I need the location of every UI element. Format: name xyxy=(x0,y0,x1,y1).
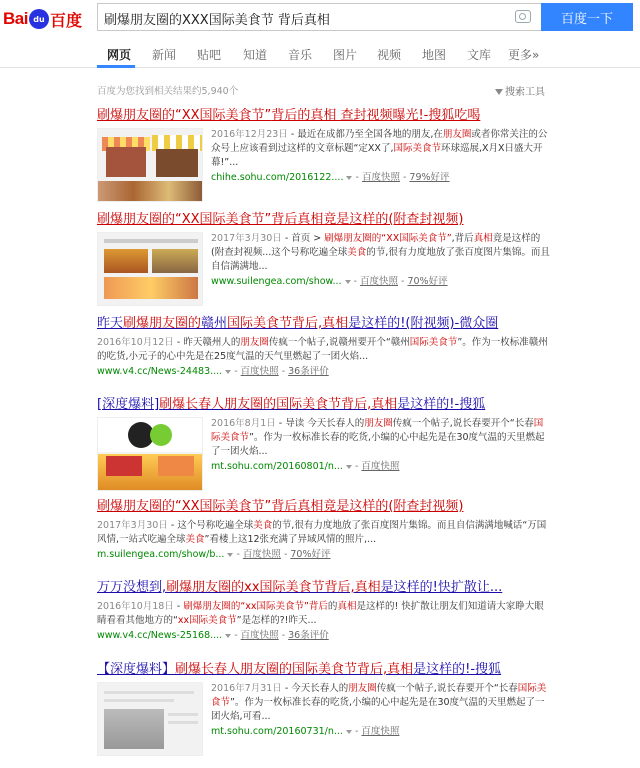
baidu-logo[interactable] xyxy=(3,6,82,32)
result-abstract: 2016年12月23日 - 最近在成都乃至全国各地的朋友,在朋友圈或者你常关注的公众号上应该看到过这样的文章标题“定XX了,国际美食节环球巡展,X月X日盛大开幕!”... xyxy=(211,129,548,168)
result-url[interactable]: chihe.sohu.com/2016122.... xyxy=(211,172,344,183)
tab-tieba[interactable]: 贴吧 xyxy=(197,48,222,62)
snapshot-link[interactable]: 百度快照 xyxy=(359,276,398,287)
search-result xyxy=(97,662,552,739)
snapshot-link[interactable]: 百度快照 xyxy=(361,461,400,472)
result-abstract: 2016年7月31日 - 今天长春人的朋友圈传疯一个帖子,说长春要开个“长春国际美食节”。作为一枚标准长春的吃货,小编的心中起先是在30度气温的天里燃起了一团火焰,可看... xyxy=(211,683,547,722)
search-result xyxy=(97,212,552,289)
search-tools[interactable] xyxy=(495,83,545,98)
result-thumbnail[interactable] xyxy=(97,232,203,306)
result-count: 百度为您找到相关结果约5,940个 xyxy=(97,86,239,97)
snapshot-link[interactable]: 百度快照 xyxy=(242,549,281,560)
logo-text-baidu: 百度 xyxy=(49,10,82,30)
result-abstract: 2016年8月1日 - 导读 今天长春人的朋友圈传疯一个帖子,说长春要开个“长春国际美食节”。作为一枚标准长春的吃货,小编的心中起先是在30度气温的天里燃起了一团火焰... xyxy=(211,418,545,457)
result-url[interactable]: m.suilengea.com/show/b... xyxy=(97,549,225,560)
snapshot-link[interactable]: 百度快照 xyxy=(361,172,400,183)
tab-news[interactable]: 新闻 xyxy=(152,48,177,62)
result-title[interactable]: [深度爆料]刷爆长春人朋友圈的国际美食节背后,真相是这样的!-搜狐 xyxy=(97,397,486,412)
result-url[interactable]: mt.sohu.com/20160731/n... xyxy=(211,726,343,737)
result-url[interactable]: mt.sohu.com/20160801/n... xyxy=(211,461,343,472)
search-result xyxy=(97,580,552,643)
rating-link[interactable]: 70%好评 xyxy=(407,276,448,287)
tab-map[interactable]: 地图 xyxy=(422,48,447,62)
filter-icon xyxy=(495,89,503,95)
result-abstract: 2016年10月18日 - 刷爆朋友圈的“xx国际美食节”背后的真相是这样的! 快扩散让朋友们知道请大家睁大眼睛看看其他地方的“xx国际美食节”是怎样的?!昨天... xyxy=(97,601,544,626)
active-tab-indicator xyxy=(97,65,135,68)
result-url-line: mt.sohu.com/20160801/n... - 百度快照 xyxy=(211,461,400,472)
result-title[interactable]: 刷爆朋友圈的“XX国际美食节”背后真相竟是这样的(附查封视频) xyxy=(97,212,464,227)
caret-down-icon[interactable] xyxy=(346,465,352,469)
result-abstract: 2017年3月30日 - 这个号称吃遍全球美食的节,很有力度地放了张百度图片集锦。而且自信满满地喊话“万国风情,一站式吃遍全球美食”看楼上这12张充满了异域风情的照片,... xyxy=(97,520,547,545)
snapshot-link[interactable]: 百度快照 xyxy=(240,366,279,377)
result-url-line: www.suilengea.com/show... - 百度快照 - 70%好评 xyxy=(211,276,448,287)
result-abstract: 2017年3月30日 - 首页 > 刷爆朋友圈的“XX国际美食节”,背后真相竟是这样的(附查封视频...这个号称吃遍全球美食的节,很有力度地放了张百度图片集锦。而且自信满满地... xyxy=(211,233,550,272)
result-title[interactable]: 昨天刷爆朋友圈的赣州国际美食节背后,真相是这样的!(附视频)-微众圈 xyxy=(97,316,499,331)
result-title[interactable]: 【深度爆料】刷爆长春人朋友圈的国际美食节背后,真相是这样的!-搜狐 xyxy=(97,662,502,677)
tab-zhidao[interactable]: 知道 xyxy=(243,48,268,62)
result-url-line: www.v4.cc/News-24483.... - 百度快照 - 36条评价 xyxy=(97,366,329,377)
search-result xyxy=(97,397,552,474)
header xyxy=(0,0,640,38)
result-url[interactable]: www.v4.cc/News-25168.... xyxy=(97,630,223,641)
result-thumbnail[interactable] xyxy=(97,682,203,756)
result-url-line: chihe.sohu.com/2016122.... - 百度快照 - 79%好评 xyxy=(211,172,450,183)
result-url[interactable]: www.suilengea.com/show... xyxy=(211,276,342,287)
result-title[interactable]: 刷爆朋友圈的“XX国际美食节”背后的真相 查封视频曝光!-搜狐吃喝 xyxy=(97,108,481,123)
result-thumbnail[interactable] xyxy=(97,417,203,491)
search-query[interactable]: 刷爆朋友圈的XXX国际美食节 背后真相 xyxy=(104,13,330,28)
rating-link[interactable]: 79%好评 xyxy=(409,172,450,183)
search-button[interactable]: 百度一下 xyxy=(541,3,633,31)
caret-down-icon[interactable] xyxy=(225,370,231,374)
tab-web[interactable]: 网页 xyxy=(107,48,132,62)
paw-icon: du xyxy=(29,9,49,29)
tab-wenku[interactable]: 文库 xyxy=(467,48,492,62)
rating-link[interactable]: 70%好评 xyxy=(290,549,331,560)
search-tabs xyxy=(0,38,640,68)
caret-down-icon[interactable] xyxy=(345,280,351,284)
snapshot-link[interactable]: 百度快照 xyxy=(361,726,400,737)
rating-link[interactable]: 36条评价 xyxy=(288,630,329,641)
caret-down-icon[interactable] xyxy=(227,553,233,557)
search-input[interactable] xyxy=(97,3,541,31)
result-url[interactable]: www.v4.cc/News-24483.... xyxy=(97,366,223,377)
tab-music[interactable]: 音乐 xyxy=(288,48,313,62)
tab-video[interactable]: 视频 xyxy=(377,48,402,62)
search-result xyxy=(97,316,552,379)
tab-more[interactable]: 更多» xyxy=(508,48,540,62)
search-result xyxy=(97,499,552,562)
camera-icon[interactable] xyxy=(515,10,531,23)
result-url-line: www.v4.cc/News-25168.... - 百度快照 - 36条评价 xyxy=(97,630,329,641)
caret-down-icon[interactable] xyxy=(346,176,352,180)
caret-down-icon[interactable] xyxy=(225,634,231,638)
result-title[interactable]: 万万没想到,刷爆朋友圈的xx国际美食节背后,真相是这样的!快扩散让... xyxy=(97,580,503,595)
result-url-line: mt.sohu.com/20160731/n... - 百度快照 xyxy=(211,726,400,737)
result-title[interactable]: 刷爆朋友圈的“XX国际美食节”背后真相竟是这样的(附查封视频) xyxy=(97,499,464,514)
tab-images[interactable]: 图片 xyxy=(333,48,358,62)
result-thumbnail[interactable] xyxy=(97,128,203,202)
rating-link[interactable]: 36条评价 xyxy=(288,366,329,377)
search-result xyxy=(97,108,552,185)
caret-down-icon[interactable] xyxy=(346,730,352,734)
result-abstract: 2016年10月12日 - 昨天赣州人的朋友圈传疯一个帖子,说赣州要开个“赣州国际美食节”。作为一枚标准赣州的吃货,小元子的心中先是在25度气温的天气里燃起了一团火焰... xyxy=(97,337,548,362)
result-url-line: m.suilengea.com/show/b... - 百度快照 - 70%好评 xyxy=(97,549,331,560)
logo-text-bai: Bai xyxy=(3,9,28,28)
snapshot-link[interactable]: 百度快照 xyxy=(240,630,279,641)
search-tools-label: 搜索工具 xyxy=(505,87,545,98)
